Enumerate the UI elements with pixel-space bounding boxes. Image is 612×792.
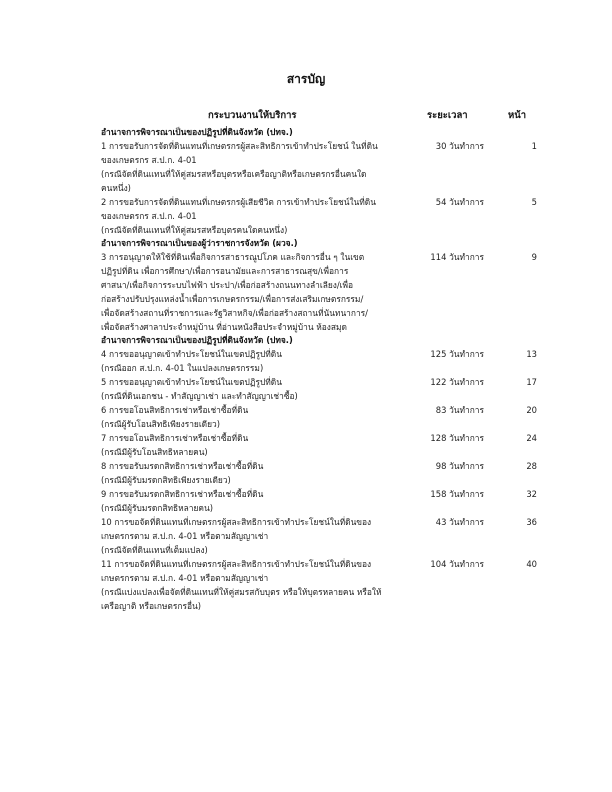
toc-item-line: เครือญาติ หรือเกษตรกรอื่น) [101, 601, 201, 611]
toc-item-line: 9 การขอรับมรดกสิทธิการเช่าหรือเช่าซื้อที่ดิน [101, 489, 264, 499]
toc-item-description [101, 139, 411, 195]
toc-item-line: ก่อสร้างปรับปรุงแหล่งน้ำเพื่อการเกษตรกรรม/เพื่อการส่งเสริมเกษตรกรรม/ [101, 294, 364, 304]
toc-item-line: (กรณีผู้รับโอนสิทธิเพียงรายเดียว) [101, 419, 220, 429]
page-title: สารบัญ [286, 72, 326, 86]
toc-item-duration: 98 วันทำการ [435, 461, 484, 471]
toc-item-page: 20 [526, 405, 537, 415]
toc-item-line: (กรณีจัดที่ดินแทนที่ให้คู่สมรสหรือบุตรหรือเครือญาติหรือเกษตรกรอื่นคนใด [101, 169, 367, 179]
toc-item-description [101, 487, 411, 515]
toc-item-description [101, 375, 411, 403]
toc-list [101, 126, 541, 613]
section-heading: อำนาจการพิจารณาเป็นของปฏิรูปที่ดินจังหวัด (ปทจ.) [101, 335, 293, 345]
toc-item [101, 250, 541, 334]
toc-item-line: เกษตรกรตาม ส.ป.ก. 4-01 หรือตามสัญญาเช่า [101, 573, 269, 583]
column-header-page: หน้า [508, 110, 527, 121]
toc-item-line: 4 การขออนุญาตเข้าทำประโยชน์ในเขตปฏิรูปที่ดิน [101, 349, 282, 359]
toc-item-description [101, 459, 411, 487]
toc-item [101, 403, 541, 431]
toc-item-line: 3 การอนุญาตให้ใช้ที่ดินเพื่อกิจการสาธารณูปโภค และกิจการอื่น ๆ ในเขต [101, 252, 365, 262]
toc-item-page: 5 [531, 197, 537, 207]
column-header-process: กระบวนงานให้บริการ [208, 110, 297, 121]
toc-item-line: เพื่อจัดสร้างสถานที่ราชการและรัฐวิสาหกิจ/เพื่อก่อสร้างสถานที่นันทนาการ/ [101, 308, 368, 318]
toc-item [101, 375, 541, 403]
toc-item-line: (กรณีจัดที่ดินแทนที่เต็มแปลง) [101, 545, 208, 555]
toc-item-description [101, 515, 411, 557]
toc-item-line: (กรณีมีผู้รับโอนสิทธิหลายคน) [101, 447, 208, 457]
toc-item-duration: 43 วันทำการ [435, 517, 484, 527]
toc-item [101, 431, 541, 459]
toc-item [101, 347, 541, 375]
toc-item-page: 40 [526, 559, 537, 569]
toc-item-line: เพื่อจัดสร้างศาลาประจำหมู่บ้าน ที่อ่านหนังสือประจำหมู่บ้าน ห้องสมุด [101, 322, 347, 332]
toc-item-page: 24 [526, 433, 537, 443]
toc-item-line: 5 การขออนุญาตเข้าทำประโยชน์ในเขตปฏิรูปที่ดิน [101, 377, 282, 387]
toc-item-description [101, 195, 411, 237]
toc-item-line: (กรณีแบ่งแปลงเพื่อจัดที่ดินแทนที่ให้คู่สมรสกับบุตร หรือให้บุตรหลายคน หรือให้ [101, 587, 382, 597]
toc-item-line: ของเกษตรกร ส.ป.ก. 4-01 [101, 211, 197, 221]
toc-item-line: 7 การขอโอนสิทธิการเช่าหรือเช่าซื้อที่ดิน [101, 433, 249, 443]
toc-item-description [101, 347, 411, 375]
toc-item-line: ของเกษตรกร ส.ป.ก. 4-01 [101, 155, 197, 165]
toc-item-description [101, 431, 411, 459]
toc-item-line: 6 การขอโอนสิทธิการเช่าหรือเช่าซื้อที่ดิน [101, 405, 249, 415]
toc-item-line: 11 การขอจัดที่ดินแทนที่เกษตรกรผู้สละสิทธิการเข้าทำประโยชน์ในที่ดินของ [101, 559, 372, 569]
toc-item [101, 557, 541, 613]
toc-item-line: (กรณีออก ส.ป.ก. 4-01 ในแปลงเกษตรกรรม) [101, 363, 264, 373]
toc-item-line: 2 การขอรับการจัดที่ดินแทนที่เกษตรกรผู้เสียชีวิต การเข้าทำประโยชน์ในที่ดิน [101, 197, 376, 207]
toc-item-line: ปฏิรูปที่ดิน เพื่อการศึกษา/เพื่อการอนามัยและการสาธารณสุข/เพื่อการ [101, 266, 349, 276]
toc-item-page: 9 [531, 252, 537, 262]
toc-item-page: 28 [526, 461, 537, 471]
toc-item-duration: 104 วันทำการ [430, 559, 484, 569]
toc-item [101, 195, 541, 237]
toc-item-line: เกษตรกรตาม ส.ป.ก. 4-01 หรือตามสัญญาเช่า [101, 531, 269, 541]
toc-item-description [101, 250, 411, 334]
toc-item-page: 36 [526, 517, 537, 527]
toc-item-page: 32 [526, 489, 537, 499]
toc-item [101, 459, 541, 487]
toc-item-line: (กรณีจัดที่ดินแทนที่ให้คู่สมรสหรือบุตรคนใดคนหนึ่ง) [101, 225, 288, 235]
toc-item-line: 1 การขอรับการจัดที่ดินแทนที่เกษตรกรผู้สละสิทธิการเข้าทำประโยชน์ ในที่ดิน [101, 141, 378, 151]
column-header-duration: ระยะเวลา [427, 110, 468, 121]
toc-item-duration: 83 วันทำการ [435, 405, 484, 415]
toc-item-duration: 30 วันทำการ [435, 141, 484, 151]
toc-item-duration: 158 วันทำการ [430, 489, 484, 499]
toc-item-page: 1 [531, 141, 537, 151]
toc-item-page: 17 [526, 377, 537, 387]
section-heading: อำนาจการพิจารณาเป็นของปฏิรูปที่ดินจังหวัด (ปทจ.) [101, 127, 293, 137]
toc-item-line: (กรณีมีผู้รับมรดกสิทธิหลายคน) [101, 503, 213, 513]
toc-item-duration: 114 วันทำการ [430, 252, 484, 262]
toc-item-line: (กรณีที่ดินเอกชน - ทำสัญญาเช่า และทำสัญญาเช่าซื้อ) [101, 391, 298, 401]
toc-item-page: 13 [526, 349, 537, 359]
toc-item-duration: 125 วันทำการ [430, 349, 484, 359]
toc-item-duration: 128 วันทำการ [430, 433, 484, 443]
toc-item [101, 515, 541, 557]
toc-item [101, 139, 541, 195]
toc-item-line: 10 การขอจัดที่ดินแทนที่เกษตรกรผู้สละสิทธิการเข้าทำประโยชน์ในที่ดินของ [101, 517, 372, 527]
toc-item-line: (กรณีมีผู้รับมรดกสิทธิเพียงรายเดียว) [101, 475, 231, 485]
section-heading: อำนาจการพิจารณาเป็นของผู้ว่าราชการจังหวัด (ผวจ.) [101, 238, 298, 248]
toc-item-duration: 54 วันทำการ [435, 197, 484, 207]
toc-item [101, 487, 541, 515]
toc-item-line: คนหนึ่ง) [101, 183, 131, 193]
toc-item-duration: 122 วันทำการ [430, 377, 484, 387]
toc-item-line: ศาสนา/เพื่อกิจการระบบไฟฟ้า ประปา/เพื่อก่อสร้างถนนทางลำเลียง/เพื่อ [101, 280, 354, 290]
toc-item-description [101, 557, 411, 613]
toc-item-line: 8 การขอรับมรดกสิทธิการเช่าหรือเช่าซื้อที่ดิน [101, 461, 264, 471]
toc-item-description [101, 403, 411, 431]
